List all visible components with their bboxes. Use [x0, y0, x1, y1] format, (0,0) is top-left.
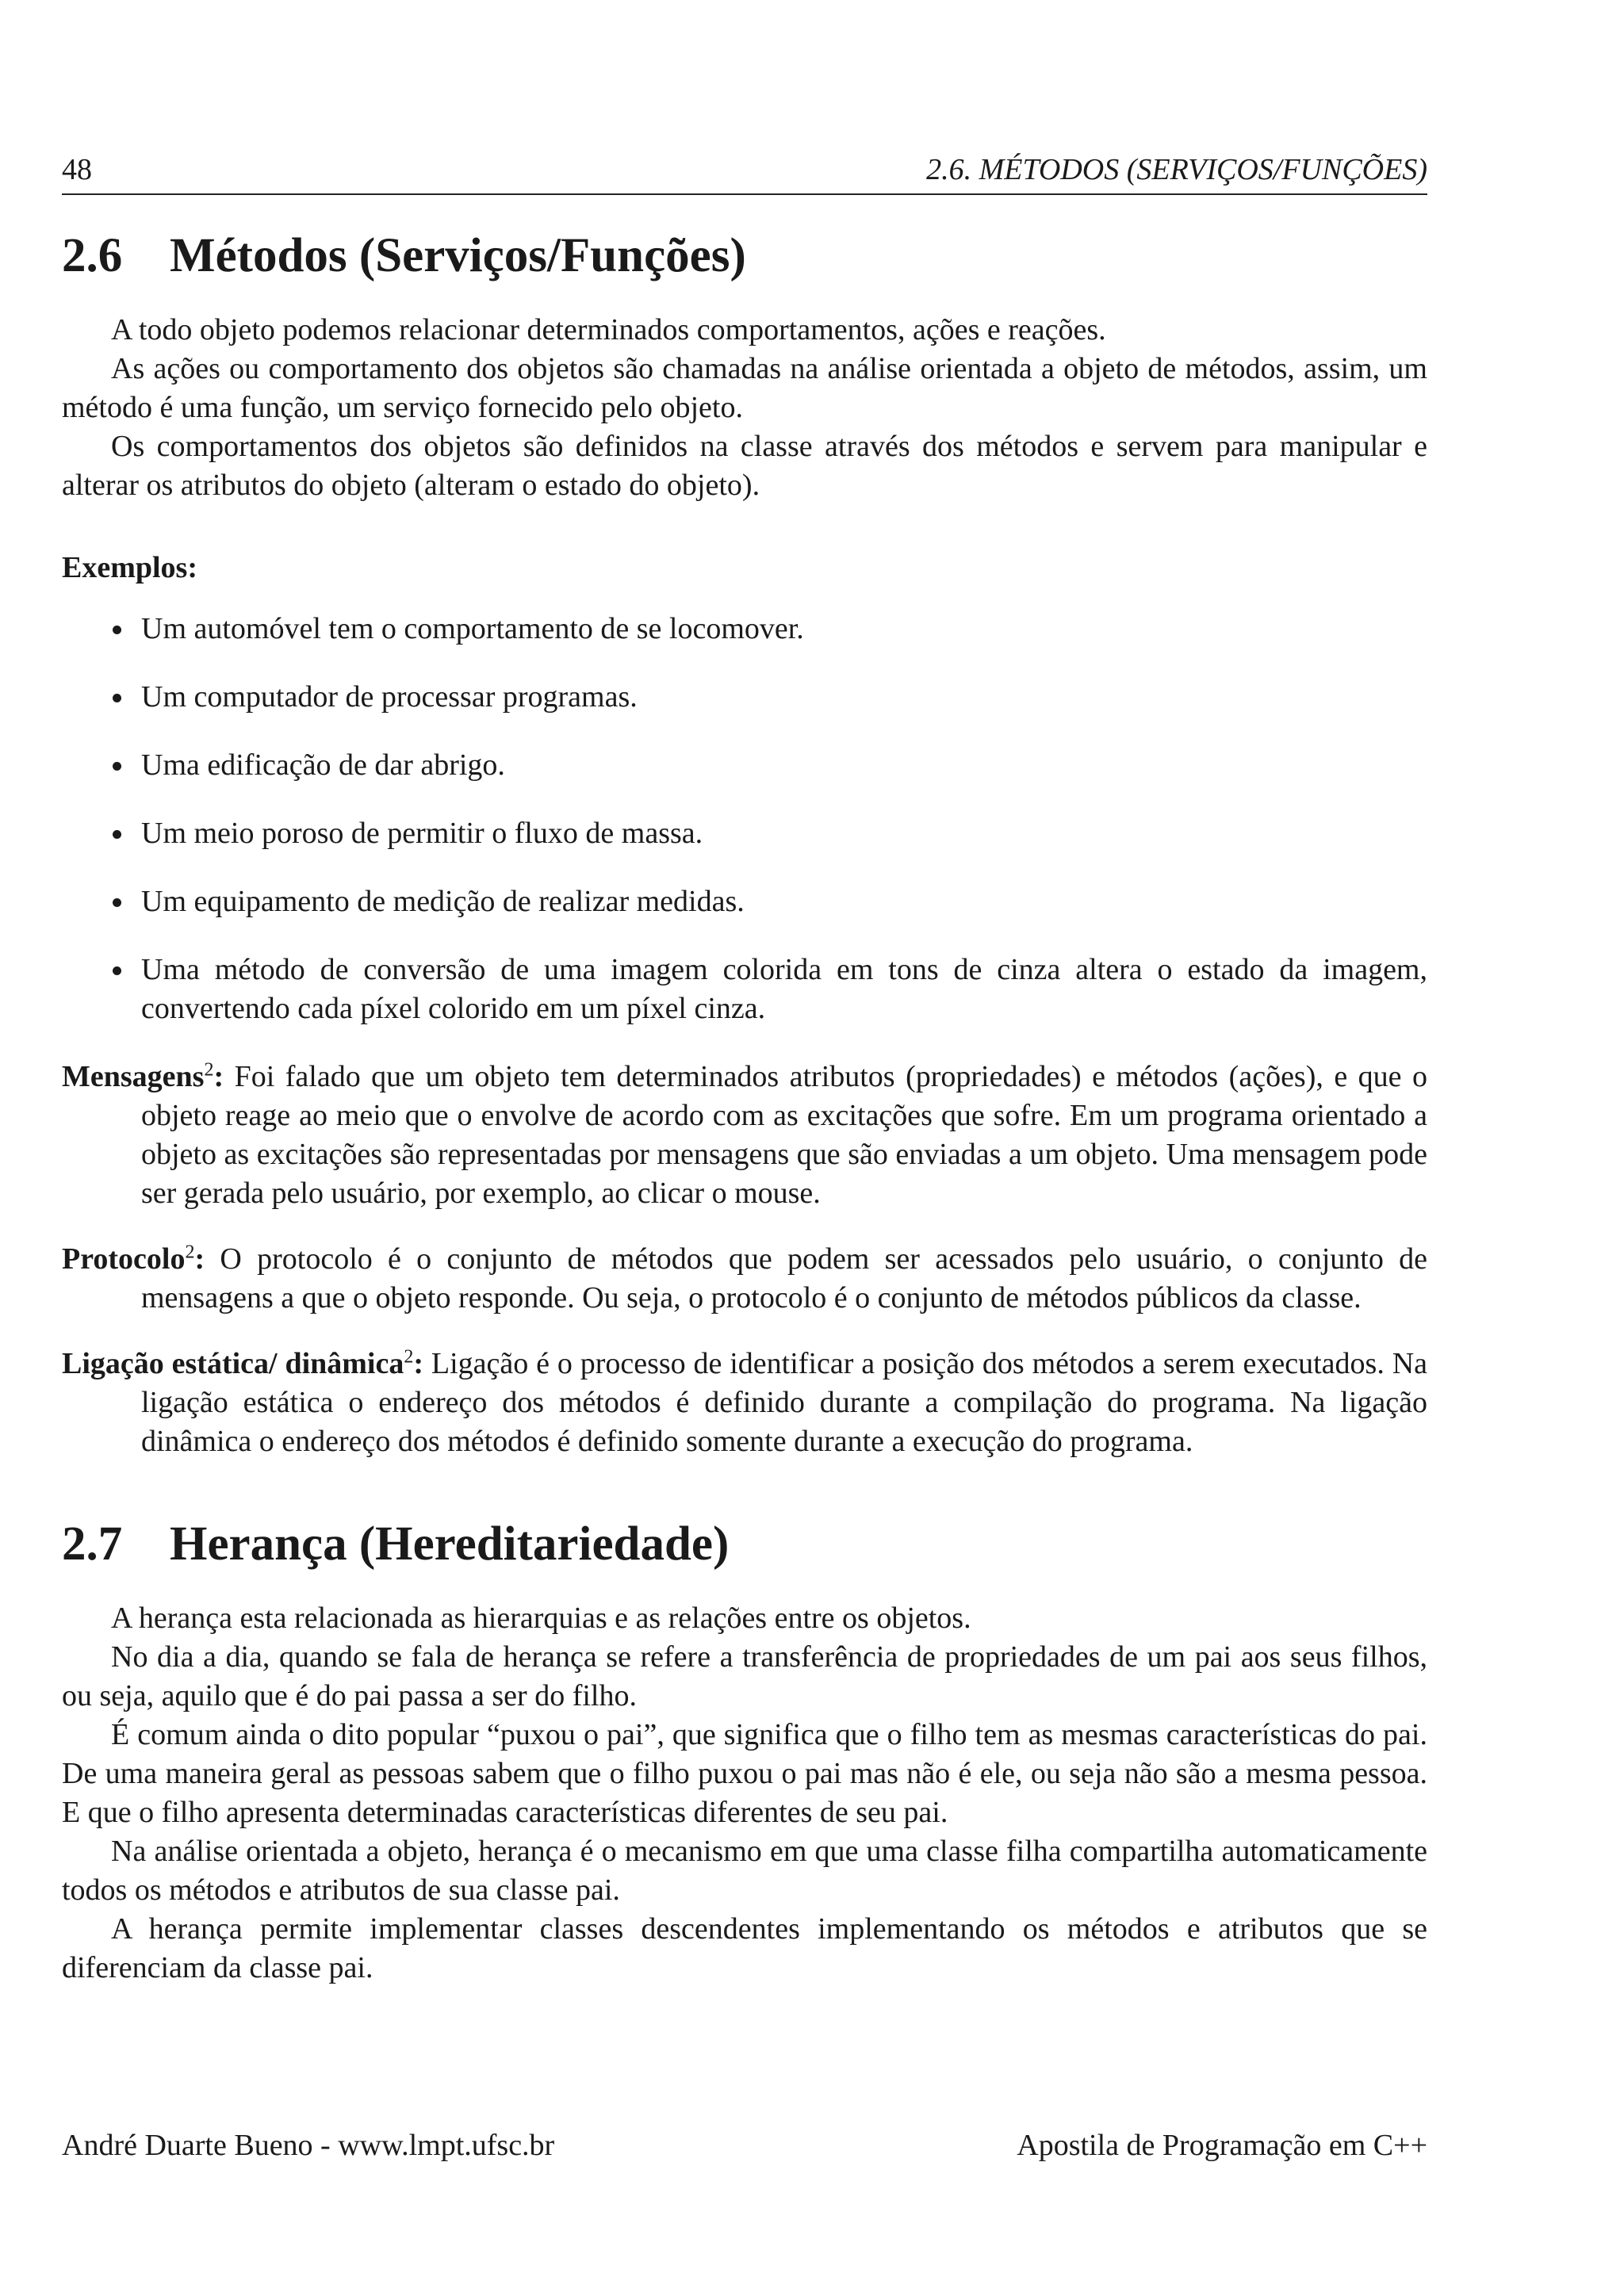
section-2-7	[62, 1517, 1427, 1988]
bullet-icon	[113, 762, 121, 771]
section-number: 2.7	[62, 1517, 123, 1571]
list-item-text: Uma método de conversão de uma imagem colorida em tons de cinza altera o estado da imagem, convertendo cada píxel colorido em um píxel cinza.	[141, 953, 1427, 1025]
list-item	[62, 882, 1427, 921]
list-item-text: Um equipamento de medição de realizar medidas.	[141, 885, 745, 918]
running-header	[62, 151, 1427, 195]
list-item	[62, 610, 1427, 649]
paragraph: Na análise orientada a objeto, herança é o mecanismo em que uma classe filha compartilha automaticamente todos os métodos e atributos de sua classe pai.	[62, 1835, 1427, 1907]
list-item-text: Um meio poroso de permitir o fluxo de massa.	[141, 817, 703, 850]
paragraph: A todo objeto podemos relacionar determinados comportamentos, ações e reações.	[111, 313, 1106, 346]
examples-label: Exemplos:	[62, 551, 197, 584]
section-heading-2-6	[62, 228, 1427, 284]
bullet-icon	[113, 830, 121, 839]
list-item-text: Um computador de processar programas.	[141, 680, 638, 714]
section-heading-2-7	[62, 1517, 1427, 1572]
list-item	[62, 746, 1427, 785]
paragraph: No dia a dia, quando se fala de herança se refere a transferência de propriedades de um pai aos seus filhos, ou seja, aquilo que é do pai passa a ser do filho.	[62, 1640, 1427, 1712]
page-number: 48	[62, 153, 92, 186]
bullet-icon	[113, 966, 121, 975]
page-footer	[62, 2128, 1427, 2163]
definition-term: Ligação estática/ dinâmica$^2$:	[62, 1346, 423, 1380]
list-item-text: Uma edificação de dar abrigo.	[141, 748, 505, 782]
definition-text: Foi falado que um objeto tem determinados atributos (propriedades) e métodos (ações), e que o objeto reage ao meio que o envolve de acordo com as excitações que sofre. Em um programa orientado a objeto as excitações são representadas por mensagens que são enviadas a um objeto. Uma mensagem pode ser gerada pelo usuário, por exemplo, ao clicar o mouse.	[141, 1060, 1428, 1210]
definition-text: O protocolo é o conjunto de métodos que podem ser acessados pelo usuário, o conjunto de mensagens a que o objeto responde. Ou seja, o protocolo é o conjunto de métodos públicos da classe.	[141, 1242, 1427, 1314]
running-title: 2.6. MÉTODOS (SERVIÇOS/FUNÇÕES)	[926, 153, 1427, 186]
examples-list	[62, 610, 1427, 1028]
paragraph: É comum ainda o dito popular “puxou o pai”, que significa que o filho tem as mesmas características do pai. De uma maneira geral as pessoas sabem que o filho puxou o pai mas não é ele, ou seja não são a mesma pessoa. E que o filho apresenta determinadas características diferentes de seu pai.	[62, 1718, 1427, 1829]
list-item	[62, 814, 1427, 853]
footnote-ref: 2	[204, 1059, 214, 1081]
footnote-ref: 2	[404, 1346, 414, 1368]
definitions-list	[62, 1058, 1427, 1461]
definition-term: Mensagens$^2$:	[62, 1059, 224, 1093]
section-title: Herança (Hereditariedade)	[170, 1517, 730, 1571]
footer-author: André Duarte Bueno - www.lmpt.ufsc.br	[62, 2129, 555, 2162]
definition-text: Ligação é o processo de identificar a posição dos métodos a serem executados. Na ligação estática o endereço dos métodos é definido durante a compilação do programa. Na ligação dinâmica o endereço dos métodos é definido somente durante a execução do programa.	[141, 1347, 1428, 1458]
definition-protocolo	[62, 1240, 1427, 1318]
paragraph: A herança esta relacionada as hierarquias e as relações entre os objetos.	[111, 1601, 971, 1635]
paragraph: Os comportamentos dos objetos são definidos na classe através dos métodos e servem para manipular e alterar os atributos do objeto (alteram o estado do objeto).	[62, 430, 1427, 502]
footnote-ref: 2	[185, 1242, 195, 1263]
list-item	[62, 951, 1427, 1028]
definition-mensagens	[62, 1058, 1427, 1213]
bullet-icon	[113, 898, 121, 907]
paragraph: A herança permite implementar classes descendentes implementando os métodos e atributos que se diferenciam da classe pai.	[62, 1912, 1427, 1984]
definition-ligacao	[62, 1345, 1427, 1461]
list-item-text: Um automóvel tem o comportamento de se locomover.	[141, 612, 804, 645]
page-body	[62, 151, 1427, 1988]
paragraph: As ações ou comportamento dos objetos são chamadas na análise orientada a objeto de métodos, assim, um método é uma função, um serviço fornecido pelo objeto.	[62, 352, 1427, 424]
bullet-icon	[113, 694, 121, 702]
footer-book-title: Apostila de Programação em C++	[1017, 2129, 1427, 2162]
bullet-icon	[113, 626, 121, 634]
section-title: Métodos (Serviços/Funções)	[170, 229, 746, 282]
list-item	[62, 678, 1427, 717]
section-number: 2.6	[62, 229, 123, 282]
definition-term: Protocolo$^2$:	[62, 1242, 205, 1276]
